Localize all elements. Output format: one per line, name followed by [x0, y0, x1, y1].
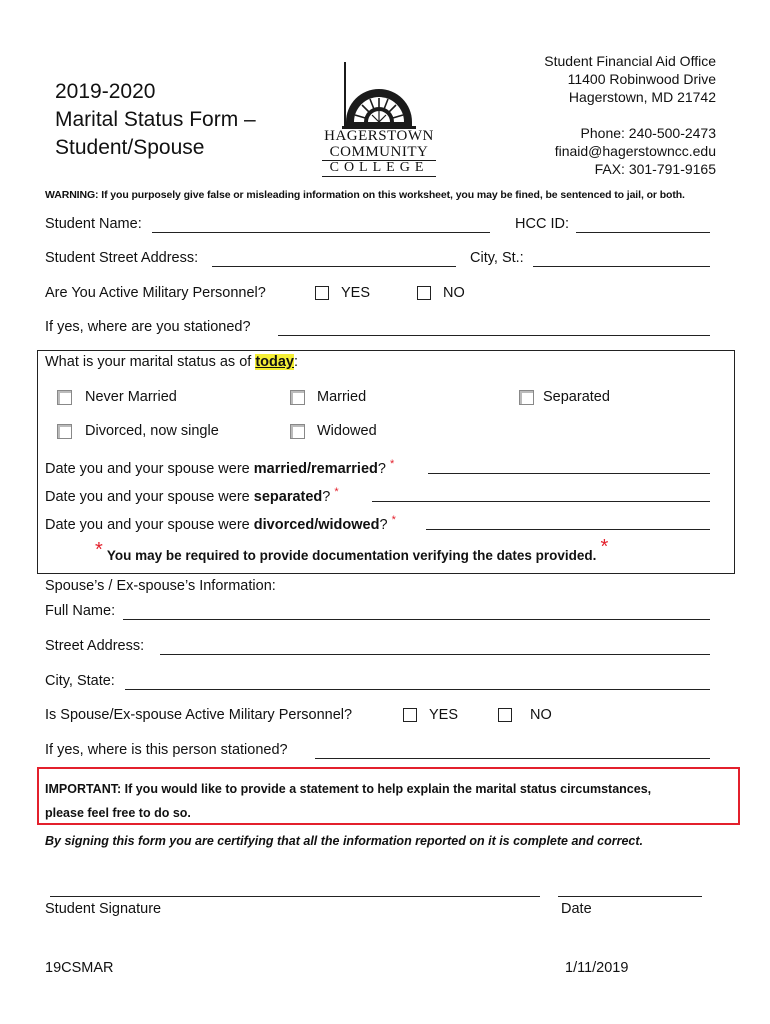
- student-signature-label: Student Signature: [45, 901, 162, 917]
- married-date-prefix: Date you and your spouse were: [45, 460, 254, 477]
- important-notice-box: [37, 767, 740, 825]
- married-date-suffix: ?: [377, 460, 386, 477]
- marital-status-question: [45, 354, 298, 370]
- divorced-label: Divorced, now single: [85, 423, 219, 439]
- married-date-field[interactable]: [428, 473, 710, 474]
- office-contact: [544, 52, 716, 178]
- office-name: Student Financial Aid Office: [544, 53, 716, 69]
- never-married-label: Never Married: [85, 389, 177, 405]
- student-stationed-field[interactable]: [278, 335, 710, 336]
- student-military-no-checkbox[interactable]: [417, 286, 431, 300]
- married-date-label: [45, 458, 394, 477]
- spouse-military-no-checkbox[interactable]: [498, 708, 512, 722]
- spouse-street-label: Street Address:: [45, 638, 145, 654]
- form-title: [55, 78, 256, 162]
- certification-statement: By signing this form you are certifying that all the information reported on it is complete and correct.: [45, 834, 644, 848]
- student-signature-field[interactable]: [50, 896, 540, 897]
- separated-label: Separated: [543, 389, 610, 405]
- widowed-label: Widowed: [317, 423, 377, 439]
- spouse-full-name-field[interactable]: [123, 619, 710, 620]
- today-highlight: today: [255, 354, 294, 370]
- student-military-label: Are You Active Military Personnel?: [45, 285, 266, 301]
- important-notice-text: [45, 777, 651, 825]
- separated-date-bold: separated: [253, 488, 323, 505]
- student-address-label: Student Street Address:: [45, 250, 199, 266]
- married-label: Married: [317, 389, 367, 405]
- divorced-date-prefix: Date you and your spouse were: [45, 516, 254, 533]
- married-checkbox[interactable]: [290, 390, 305, 405]
- separated-date-field[interactable]: [372, 501, 710, 502]
- spouse-full-name-label: Full Name:: [45, 603, 116, 619]
- separated-date-prefix: Date you and your spouse were: [45, 488, 254, 505]
- college-logo: [318, 60, 440, 178]
- widowed-checkbox[interactable]: [290, 424, 305, 439]
- divorced-checkbox[interactable]: [57, 424, 72, 439]
- documentation-note: [95, 536, 609, 566]
- doc-note-asterisk-right: *: [600, 536, 609, 558]
- divorced-date-field[interactable]: [426, 529, 710, 530]
- separated-date-suffix: ?: [322, 488, 331, 505]
- important-notice-line2: please feel free to do so.: [45, 806, 191, 820]
- doc-note-asterisk-left: *: [95, 539, 103, 561]
- office-email: finaid@hagerstowncc.edu: [554, 143, 716, 159]
- warning-text: WARNING: If you purposely give false or misleading information on this worksheet, you may be fined, be sentenced to jail, or both.: [45, 189, 685, 201]
- separated-date-asterisk: *: [334, 486, 339, 498]
- spouse-stationed-field[interactable]: [315, 758, 710, 759]
- spouse-military-yes-checkbox[interactable]: [403, 708, 417, 722]
- divorced-date-asterisk: *: [391, 514, 396, 526]
- divorced-date-label: [45, 514, 396, 533]
- form-title-year: 2019-2020: [55, 80, 156, 103]
- married-date-bold: married/remarried: [253, 460, 378, 477]
- office-street: 11400 Robinwood Drive: [567, 71, 716, 87]
- office-city: Hagerstown, MD 21742: [568, 89, 716, 105]
- student-military-no-label: NO: [443, 285, 465, 301]
- student-military-yes-checkbox[interactable]: [315, 286, 329, 300]
- signature-date-field[interactable]: [558, 896, 702, 897]
- student-name-field[interactable]: [152, 232, 490, 233]
- logo-word-hagerstown: HAGERSTOWN: [324, 128, 434, 144]
- student-stationed-label: If yes, where are you stationed?: [45, 319, 251, 335]
- logo-word-college: COLLEGE: [329, 160, 429, 175]
- student-military-yes-label: YES: [341, 285, 371, 301]
- student-city-field[interactable]: [533, 266, 710, 267]
- separated-checkbox[interactable]: [519, 390, 534, 405]
- separated-date-label: [45, 486, 339, 505]
- form-title-subject: Student/Spouse: [55, 136, 205, 159]
- spouse-city-label: City, State:: [45, 673, 115, 689]
- student-city-label: City, St.:: [470, 250, 524, 266]
- office-phone: Phone: 240-500-2473: [580, 125, 716, 141]
- form-revision-date: 1/11/2019: [565, 960, 629, 976]
- spouse-military-label: Is Spouse/Ex-spouse Active Military Personnel?: [45, 707, 353, 723]
- logo-word-community: COMMUNITY: [329, 144, 429, 160]
- never-married-checkbox[interactable]: [57, 390, 72, 405]
- office-fax: FAX: 301-791-9165: [594, 161, 716, 177]
- spouse-military-no-label: NO: [530, 707, 552, 723]
- marital-question-text: What is your marital status as of: [45, 354, 256, 370]
- marital-question-colon: :: [294, 354, 299, 370]
- spouse-military-yes-label: YES: [429, 707, 459, 723]
- hcc-id-field[interactable]: [576, 232, 710, 233]
- student-address-field[interactable]: [212, 266, 456, 267]
- form-code: 19CSMAR: [45, 960, 114, 976]
- form-title-name: Marital Status Form –: [55, 108, 256, 131]
- student-name-label: Student Name:: [45, 216, 142, 232]
- signature-date-label: Date: [561, 901, 592, 917]
- divorced-date-bold: divorced/widowed: [253, 516, 380, 533]
- doc-note-text: You may be required to provide documentation verifying the dates provided.: [106, 548, 597, 563]
- important-notice-line1: IMPORTANT: If you would like to provide a statement to help explain the marital status circumstances,: [45, 782, 652, 796]
- married-date-asterisk: *: [390, 458, 395, 470]
- spouse-stationed-label: If yes, where is this person stationed?: [45, 742, 288, 758]
- spouse-heading: Spouse’s / Ex-spouse’s Information:: [45, 578, 276, 594]
- divorced-date-suffix: ?: [379, 516, 388, 533]
- spouse-city-field[interactable]: [125, 689, 710, 690]
- spouse-street-field[interactable]: [160, 654, 710, 655]
- hcc-id-label: HCC ID:: [515, 216, 569, 232]
